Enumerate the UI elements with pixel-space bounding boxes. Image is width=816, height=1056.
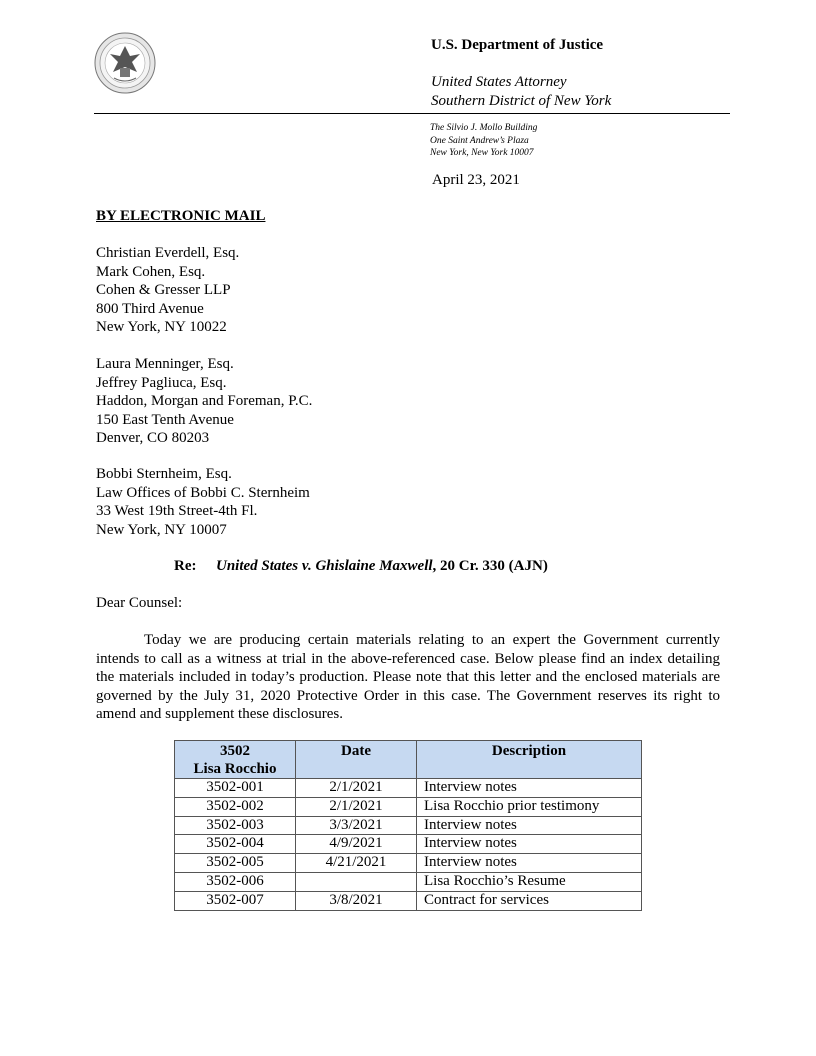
body-text: Today we are producing certain materials relating to an expert the Government currently intends to call as a witness at trial in the above-referenced case. Below please find an index detailing the materials included in today’s production. Please note that this letter and the enclosed materials are governed by the July 31, 2020 Protective Order in this case. The Government reserves its right to amend and supplement these disclosures.: [96, 632, 720, 722]
cell-number: 3502-004: [175, 835, 296, 854]
cell-number: 3502-007: [175, 891, 296, 910]
cell-description: Contract for services: [417, 891, 642, 910]
cell-date: 3/3/2021: [296, 816, 417, 835]
table-row: [175, 872, 642, 891]
cell-number: 3502-001: [175, 779, 296, 798]
letterhead-rule: [94, 113, 730, 114]
address-line: One Saint Andrew’s Plaza: [430, 135, 529, 146]
recipient-line: 800 Third Avenue: [96, 300, 204, 317]
table-row: [175, 835, 642, 854]
cell-date: 4/9/2021: [296, 835, 417, 854]
delivery-method: BY ELECTRONIC MAIL: [96, 208, 266, 224]
office-line-1: United States Attorney: [431, 74, 567, 90]
table-row: [175, 779, 642, 798]
table-row: [175, 816, 642, 835]
body-paragraph: [96, 631, 720, 724]
recipient-line: Mark Cohen, Esq.: [96, 263, 206, 280]
cell-date: [296, 872, 417, 891]
cell-number: 3502-005: [175, 854, 296, 873]
recipient-line: Denver, CO 80203: [96, 430, 210, 446]
salutation: Dear Counsel:: [96, 595, 183, 611]
cell-date: 4/21/2021: [296, 854, 417, 873]
header-3502-line2: Lisa Rocchio: [193, 761, 277, 777]
office-line-2: Southern District of New York: [431, 93, 612, 109]
recipient-line: Bobbi Sternheim, Esq.: [96, 466, 232, 482]
docket-number: , 20 Cr. 330 (AJN): [432, 558, 548, 574]
recipient-block: [96, 355, 312, 448]
cell-number: 3502-003: [175, 816, 296, 835]
doj-seal-icon: [94, 32, 156, 94]
cell-date: 2/1/2021: [296, 797, 417, 816]
recipient-block: [96, 465, 310, 539]
recipient-line: Haddon, Morgan and Foreman, P.C.: [96, 393, 313, 409]
recipient-line: Christian Everdell, Esq.: [96, 245, 240, 261]
recipient-line: New York, NY 10007: [96, 521, 227, 538]
office-address: [430, 122, 537, 160]
cell-description: Interview notes: [417, 779, 642, 798]
table-row: [175, 797, 642, 816]
office-name: [431, 73, 611, 111]
header-description: Description: [417, 741, 642, 779]
address-line: The Silvio J. Mollo Building: [430, 123, 538, 133]
department-name: U.S. Department of Justice: [431, 37, 604, 53]
header-date: Date: [296, 741, 417, 779]
recipient-line: 150 East Tenth Avenue: [96, 411, 234, 428]
table-header-row: [175, 741, 642, 779]
cell-description: Lisa Rocchio prior testimony: [417, 797, 642, 816]
header-3502: [175, 741, 296, 779]
cell-number: 3502-006: [175, 872, 296, 891]
letter-date: April 23, 2021: [432, 172, 520, 188]
re-label: Re:: [174, 558, 197, 574]
cell-date: 2/1/2021: [296, 779, 417, 798]
recipient-line: Law Offices of Bobbi C. Sternheim: [96, 484, 310, 501]
table-row: [175, 854, 642, 873]
cell-description: Interview notes: [417, 854, 642, 873]
table-row: [175, 891, 642, 910]
cell-date: 3/8/2021: [296, 891, 417, 910]
re-line: [174, 557, 548, 576]
recipient-line: Jeffrey Pagliuca, Esq.: [96, 374, 227, 391]
recipient-block: [96, 244, 239, 337]
recipient-line: 33 West 19th Street-4th Fl.: [96, 503, 258, 519]
recipient-line: Cohen & Gresser LLP: [96, 282, 231, 298]
address-line: New York, New York 10007: [430, 148, 534, 159]
header-3502-line1: 3502: [220, 743, 250, 759]
recipient-line: Laura Menninger, Esq.: [96, 356, 234, 372]
cell-description: Interview notes: [417, 835, 642, 854]
case-name: United States v. Ghislaine Maxwell: [216, 558, 433, 574]
cell-description: Lisa Rocchio’s Resume: [417, 872, 642, 891]
index-table: [174, 740, 642, 911]
recipient-line: New York, NY 10022: [96, 319, 227, 335]
cell-description: Interview notes: [417, 816, 642, 835]
cell-number: 3502-002: [175, 797, 296, 816]
